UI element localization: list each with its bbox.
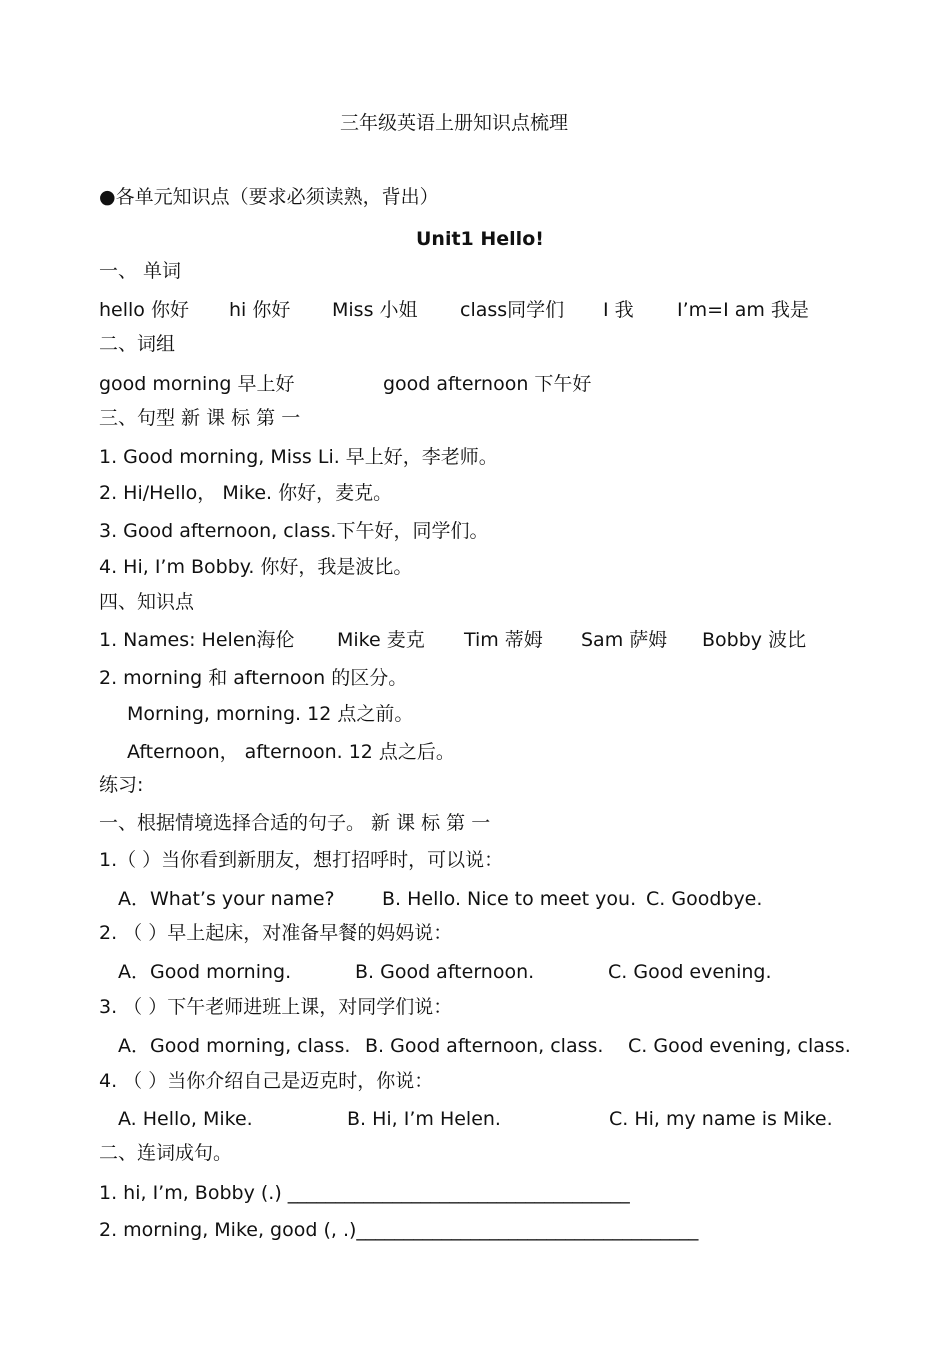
- question-2: 2. （ ）早上起床，对准备早餐的妈妈说：: [99, 922, 453, 944]
- question-1: 1.（ ）当你看到新朋友，想打招呼时，可以说：: [99, 849, 504, 871]
- option-b: B. Hello. Nice to meet you.: [382, 888, 637, 910]
- sentence-line: 2. Hi/Hello， Mike. 你好，麦克。: [99, 482, 393, 504]
- option-c: C. Goodbye.: [646, 888, 763, 910]
- option-b: B. Good afternoon.: [355, 961, 535, 983]
- name-item: Tim 蒂姆: [464, 629, 543, 651]
- page-title: 三年级英语上册知识点梳理: [340, 112, 569, 134]
- option-c: C. Good evening, class.: [628, 1035, 851, 1057]
- sentence-line: 1. Good morning, Miss Li. 早上好，李老师。: [99, 446, 498, 468]
- option-a: A．Good morning.: [118, 961, 292, 983]
- option-c: C. Good evening.: [608, 961, 772, 983]
- intro-line: ●各单元知识点（要求必须读熟，背出）: [99, 186, 439, 208]
- sentence-line: 4. Hi, I’m Bobby. 你好，我是波比。: [99, 556, 413, 578]
- word-item: hi 你好: [229, 299, 291, 321]
- word-item: Miss 小姐: [332, 299, 418, 321]
- word-item: I 我: [603, 299, 634, 321]
- word-item: hello 你好: [99, 299, 189, 321]
- name-item: Bobby 波比: [702, 629, 807, 651]
- question-3: 3. （ ）下午老师进班上课，对同学们说：: [99, 996, 453, 1018]
- sentence-build-2: 2. morning, Mike, good (, .)____________________________________: [99, 1219, 699, 1241]
- option-a: A．What’s your name?: [118, 888, 335, 910]
- sentence-build-1: 1. hi, I’m, Bobby (.) ____________________________________: [99, 1182, 630, 1204]
- question-4: 4. （ ）当你介绍自己是迈克时，你说：: [99, 1070, 434, 1092]
- section-knowledge-heading: 四、知识点: [99, 591, 195, 613]
- knowledge-line: Morning, morning. 12 点之前。: [127, 703, 414, 725]
- unit-title: Unit1 Hello!: [416, 228, 544, 250]
- option-a: A．Good morning, class.: [118, 1035, 351, 1057]
- option-b: B. Hi, I’m Helen.: [347, 1108, 501, 1130]
- sentence-line: 3. Good afternoon, class.下午好，同学们。: [99, 520, 489, 542]
- phrase-item: good morning 早上好: [99, 373, 295, 395]
- knowledge-line: Afternoon， afternoon. 12 点之后。: [127, 741, 455, 763]
- word-item: I’m=I am 我是: [677, 299, 809, 321]
- knowledge-line: 2. morning 和 afternoon 的区分。: [99, 667, 408, 689]
- name-item: Mike 麦克: [337, 629, 425, 651]
- option-c: C. Hi, my name is Mike.: [609, 1108, 833, 1130]
- practice-heading: 练习:: [99, 774, 144, 796]
- option-a: A. Hello, Mike.: [118, 1108, 253, 1130]
- option-b: B. Good afternoon, class.: [365, 1035, 604, 1057]
- word-item: class同学们: [460, 299, 565, 321]
- phrase-item: good afternoon 下午好: [383, 373, 592, 395]
- section-phrases-heading: 二、词组: [99, 333, 176, 355]
- section-words-heading: 一、 单词: [99, 260, 182, 282]
- names-prefix: 1. Names: Helen海伦: [99, 629, 295, 651]
- practice-part2-heading: 二、连词成句。: [99, 1142, 233, 1164]
- name-item: Sam 萨姆: [581, 629, 668, 651]
- section-sentences-heading: 三、句型 新 课 标 第 一: [99, 407, 301, 429]
- practice-part1-heading: 一、根据情境选择合适的句子。 新 课 标 第 一: [99, 812, 491, 834]
